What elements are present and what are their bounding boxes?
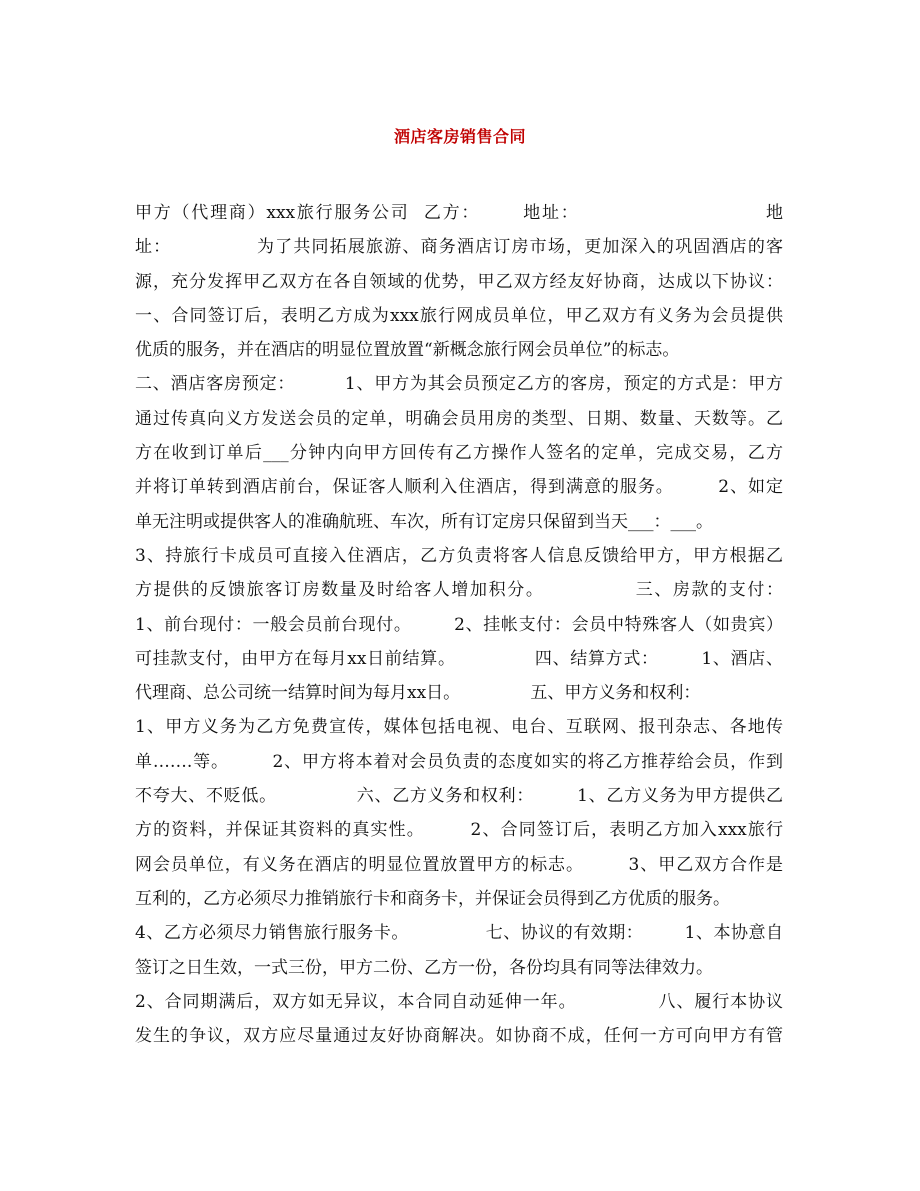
body-line: 互利的，乙方必须尽力推销旅行卡和商务卡，并保证会员得到乙方优质的服务。 xyxy=(135,888,730,909)
body-line: 并将订单转到酒店前台，保证客人顺利入住酒店，得到满意的服务。 2、如定 xyxy=(135,477,783,498)
body-line: 1、甲方义务为乙方免费宣传，媒体包括电视、电台、互联网、报刊杂志、各地传 xyxy=(135,717,783,738)
contract-body xyxy=(135,196,783,1053)
body-line: 方的资料，并保证其资料的真实性。 2、合同签订后，表明乙方加入xxx旅行 xyxy=(135,820,783,841)
body-line: 方提供的反馈旅客订房数量及时给客人增加积分。 三、房款的支付： xyxy=(135,580,783,601)
body-line: 单无注明或提供客人的准确航班、车次，所有订定房只保留到当天___：___。 xyxy=(135,511,713,532)
body-line: 甲方（代理商）xxx旅行服务公司 乙方： 地址： 地 xyxy=(135,203,783,223)
body-line: 方在收到订单后___分钟内向甲方回传有乙方操作人签名的定单，完成交易，乙方 xyxy=(135,443,783,464)
body-line: 发生的争议，双方应尽量通过友好协商解决。如协商不成，任何一方可向甲方有管 xyxy=(135,1026,783,1047)
body-line: 址： 为了共同拓展旅游、商务酒店订房市场，更加深入的巩固酒店的客 xyxy=(135,237,783,258)
body-line: 通过传真向义方发送会员的定单，明确会员用房的类型、日期、数量、天数等。乙 xyxy=(135,408,783,429)
body-line: 签订之日生效，一式三份，甲方二份、乙方一份，各份均具有同等法律效力。 xyxy=(135,957,713,978)
body-line: 可挂款支付，由甲方在每月xx日前结算。 四、结算方式： 1、酒店、 xyxy=(135,648,783,669)
body-line: 1、前台现付：一般会员前台现付。 2、挂帐支付：会员中特殊客人（如贵宾） xyxy=(135,614,783,635)
document-title: 酒店客房销售合同 xyxy=(393,127,526,146)
body-line: 网会员单位，有义务在酒店的明显位置放置甲方的标志。 3、甲乙双方合作是 xyxy=(135,854,783,875)
body-line: 不夸大、不贬低。 六、乙方义务和权利： 1、乙方义务为甲方提供乙 xyxy=(135,786,783,807)
body-line: 3、持旅行卡成员可直接入住酒店，乙方负责将客人信息反馈给甲方，甲方根据乙 xyxy=(135,545,783,566)
body-line: 代理商、总公司统一结算时间为每月xx日。 五、甲方义务和权利： xyxy=(135,683,701,704)
body-line: 单…….等。 2、甲方将本着对会员负责的态度如实的将乙方推荐给会员，作到 xyxy=(135,751,783,772)
body-line: 优质的服务，并在酒店的明显位置放置“新概念旅行网会员单位”的标志。 xyxy=(135,340,680,361)
body-line: 4、乙方必须尽力销售旅行服务卡。 七、协议的有效期： 1、本协意自 xyxy=(135,923,783,944)
body-line: 一、合同签订后，表明乙方成为xxx旅行网成员单位，甲乙双方有义务为会员提供 xyxy=(135,305,783,326)
body-line: 2、合同期满后，双方如无异议，本合同自动延伸一年。 八、履行本协议 xyxy=(135,991,783,1012)
body-line: 源，充分发挥甲乙双方在各自领域的优势，甲乙双方经友好协商，达成以下协议： xyxy=(135,271,783,292)
body-line: 二、酒店客房预定： 1、甲方为其会员预定乙方的客房，预定的方式是：甲方 xyxy=(135,374,783,395)
